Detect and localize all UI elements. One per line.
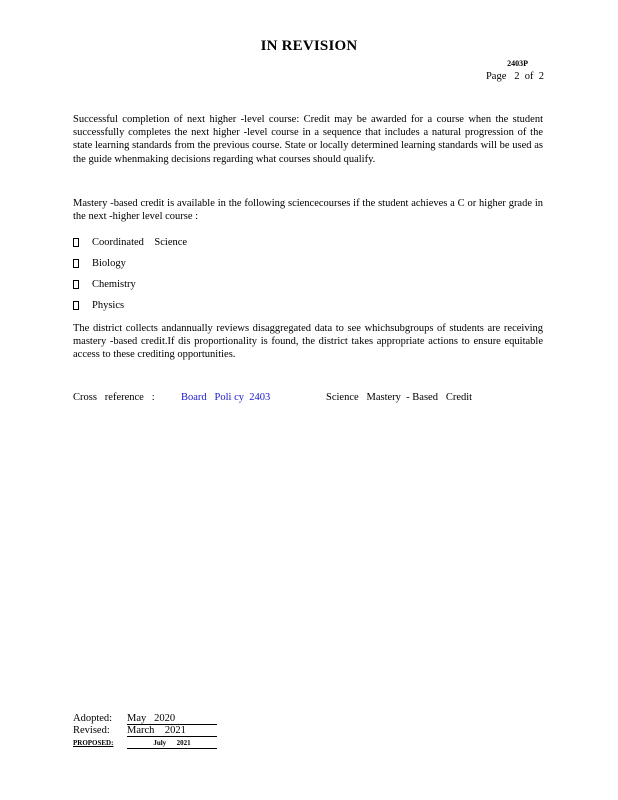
board-policy-link[interactable]: Board Poli cy 2403 [181,392,271,403]
revised-date: March 2021 [127,725,217,737]
bullet-box-icon [73,238,79,247]
adopted-label: Adopted: [73,713,113,724]
bullet-box-icon [73,259,79,268]
course-label: Chemistry [92,279,136,290]
list-item [73,253,187,274]
course-label: Coordinated Science [92,237,188,248]
list-item [73,232,187,253]
list-item [73,295,187,316]
adopted-date: May 2020 [127,713,217,725]
bullet-box-icon [73,301,79,310]
cross-reference-label: Cross reference : [73,392,155,403]
paragraph-district-review: The district collects andannually reviews disaggregated data to see whichsubgroups of students are receiving mastery -based credit.If dis proportionality is found, the district takes appropriate actions to ensure equitable access to these crediting opportunities. [73,323,543,361]
list-item [73,274,187,295]
page-number: Page 2 of 2 [485,71,544,82]
revised-label: Revised: [73,725,110,736]
policy-number: 2403P [507,59,528,68]
cross-reference-description: Science Mastery - Based Credit [326,392,473,403]
course-label: Biology [92,258,126,269]
paragraph-mastery-credit: Mastery -based credit is available in the following sciencecourses if the student achieves a C or higher grade in the next -higher level course : [73,198,543,223]
proposed-label: PROPOSED: [73,739,114,747]
proposed-row [73,737,217,749]
revised-row [73,725,217,737]
proposed-date: July 2021 [127,737,217,749]
page-title: IN REVISION [260,38,358,54]
science-course-list [73,232,187,316]
bullet-box-icon [73,280,79,289]
paragraph-successful-completion: Successful completion of next higher -level course: Credit may be awarded for a course when the student successfully completes the next higher -level course in a sequence that includes a natural progression of the state learning standards from the previous course. State or locally determined learning standards will be used as the guide whenmaking decisions regarding what courses should qualify. [73,114,543,165]
policy-history [73,713,217,749]
adopted-row [73,713,217,725]
course-label: Physics [92,300,125,311]
